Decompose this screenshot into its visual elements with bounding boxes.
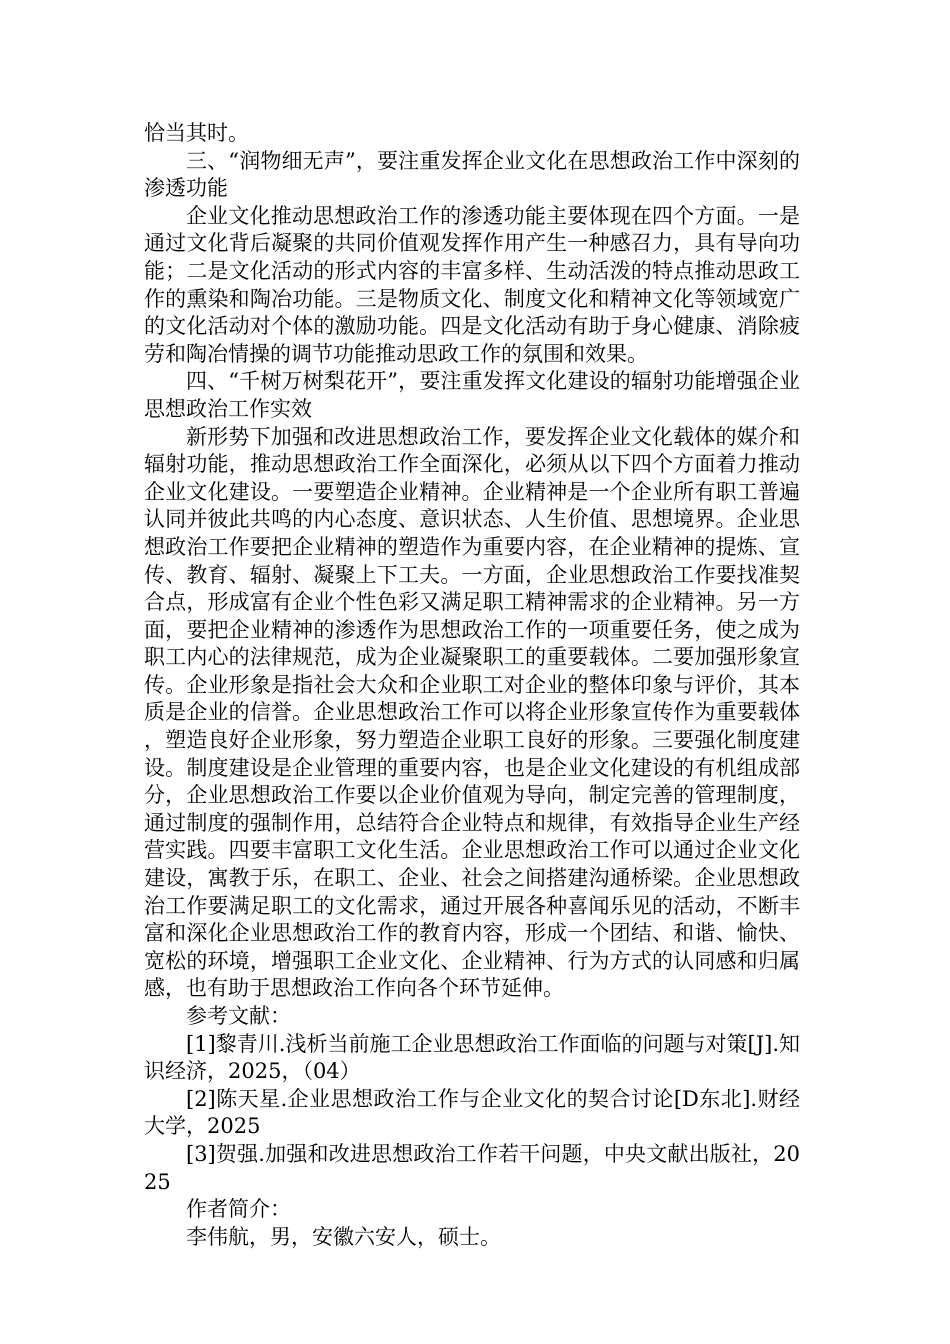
body-paragraph: 企业文化推动思想政治工作的渗透功能主要体现在四个方面。一是通过文化背后凝聚的共同价值观发挥作用产生一种感召力，具有导向功能；二是文化活动的形式内容的丰富多样、生动活泼的特点推动思政工作的熏染和陶冶功能。三是物质文化、制度文化和精神文化等领域宽广的文化活动对个体的激励功能。四是文化活动有助于身心健康、消除疲劳和陶冶情操的调节功能推动思政工作的氛围和效果。	[144, 203, 800, 366]
reference-item: [1]黎青川.浅析当前施工企业思想政治工作面临的问题与对策[J].知识经济，2025，（04）	[144, 1031, 800, 1084]
document-body	[144, 120, 800, 1251]
reference-item: [2]陈天星.企业思想政治工作与企业文化的契合讨论[D东北].财经大学，2025	[144, 1086, 800, 1139]
paragraph-continuation: 恰当其时。	[144, 121, 249, 145]
author-info: 李伟航，男，安徽六安人，硕士。	[186, 1224, 501, 1249]
reference-item: [3]贺强.加强和改进思想政治工作若干问题，中央文献出版社，2025	[144, 1141, 800, 1194]
references-heading: 参考文献：	[186, 1004, 291, 1028]
section-heading-3: 三、“润物细无声”，要注重发挥企业文化在思想政治工作中深刻的渗透功能	[144, 148, 800, 201]
section-heading-4: 四、“千树万树梨花开”，要注重发挥文化建设的辐射功能增强企业思想政治工作实效	[144, 369, 800, 421]
body-paragraph: 新形势下加强和改进思想政治工作，要发挥企业文化载体的媒介和辐射功能，推动思想政治工作全面深化，必须从以下四个方面着力推动企业文化建设。一要塑造企业精神。企业精神是一个企业所有职工普遍认同并彼此共鸣的内心态度、意识状态、人生价值、思想境界。企业思想政治工作要把企业精神的塑造作为重要内容，在企业精神的提炼、宣传、教育、辐射、凝聚上下工夫。一方面，企业思想政治工作要找准契合点，形成富有企业个性色彩又满足职工精神需求的企业精神。另一方面，要把企业精神的渗透作为思想政治工作的一项重要任务，使之成为职工内心的法律规范，成为企业凝聚职工的重要载体。二要加强形象宣传。企业形象是指社会大众和企业职工对企业的整体印象与评价，其本质是企业的信誉。企业思想政治工作可以将企业形象宣传作为重要载体，塑造良好企业形象，努力塑造企业职工良好的形象。三要强化制度建设。制度建设是企业管理的重要内容，也是企业文化建设的有机组成部分，企业思想政治工作要以企业价值观为导向，制定完善的管理制度，通过制度的强制作用，总结符合企业特点和规律，有效指导企业生产经营实践。四要丰富职工文化生活。企业思想政治工作可以通过企业文化建设，寓教于乐，在职工、企业、社会之间搭建沟通桥梁。企业思想政治工作要满足职工的文化需求，通过开展各种喜闻乐见的活动，不断丰富和深化企业思想政治工作的教育内容，形成一个团结、和谐、愉快、宽松的环境，增强职工企业文化、企业精神、行为方式的认同感和归属感，也有助于思想政治工作向各个环节延伸。	[144, 424, 800, 1001]
author-heading: 作者简介：	[186, 1197, 291, 1222]
